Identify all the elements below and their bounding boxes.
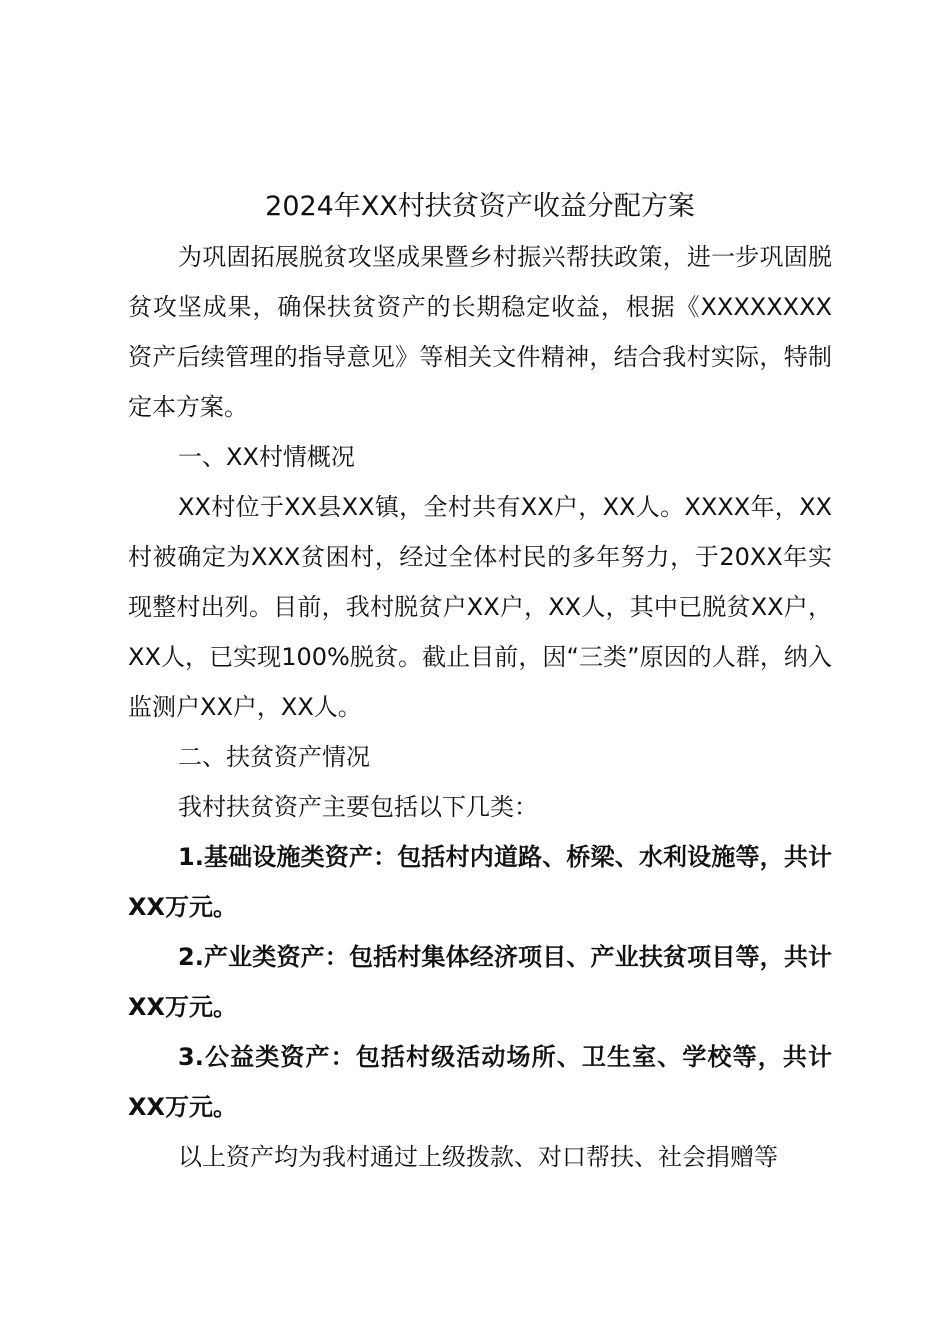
document-title: 2024年XX村扶贫资产收益分配方案 — [265, 191, 695, 222]
paragraph-assets-intro: 我村扶贫资产主要包括以下几类： — [178, 793, 538, 821]
document-body — [128, 182, 832, 1182]
asset-item-public-welfare: 3.公益类资产：包括村级活动场所、卫生室、学校等，共计XX万元。 — [128, 1043, 832, 1121]
paragraph-assets-source: 以上资产均为我村通过上级拨款、对口帮扶、社会捐赠等 — [178, 1143, 778, 1171]
section-heading-assets: 二、扶贫资产情况 — [178, 743, 370, 771]
asset-item-infrastructure: 1.基础设施类资产：包括村内道路、桥梁、水利设施等，共计XX万元。 — [128, 843, 832, 921]
paragraph-village-overview: XX村位于XX县XX镇，全村共有XX户，XX人。XXXX年，XX村被确定为XXX贫困村，经过全体村民的多年努力，于20XX年实现整村出列。目前，我村脱贫户XX户，XX人，其中已脱贫XX户，XX人，已实现100%脱贫。截止目前，因“三类”原因的人群，纳入监测户XX户，XX人。 — [128, 493, 832, 721]
section-heading-village-overview: 一、XX村情概况 — [178, 443, 355, 471]
paragraph-intro: 为巩固拓展脱贫攻坚成果暨乡村振兴帮扶政策，进一步巩固脱贫攻坚成果，确保扶贫资产的长期稳定收益，根据《XXXXXXXX资产后续管理的指导意见》等相关文件精神，结合我村实际，特制定本方案。 — [128, 243, 832, 421]
asset-item-industry: 2.产业类资产：包括村集体经济项目、产业扶贫项目等，共计XX万元。 — [128, 943, 832, 1021]
